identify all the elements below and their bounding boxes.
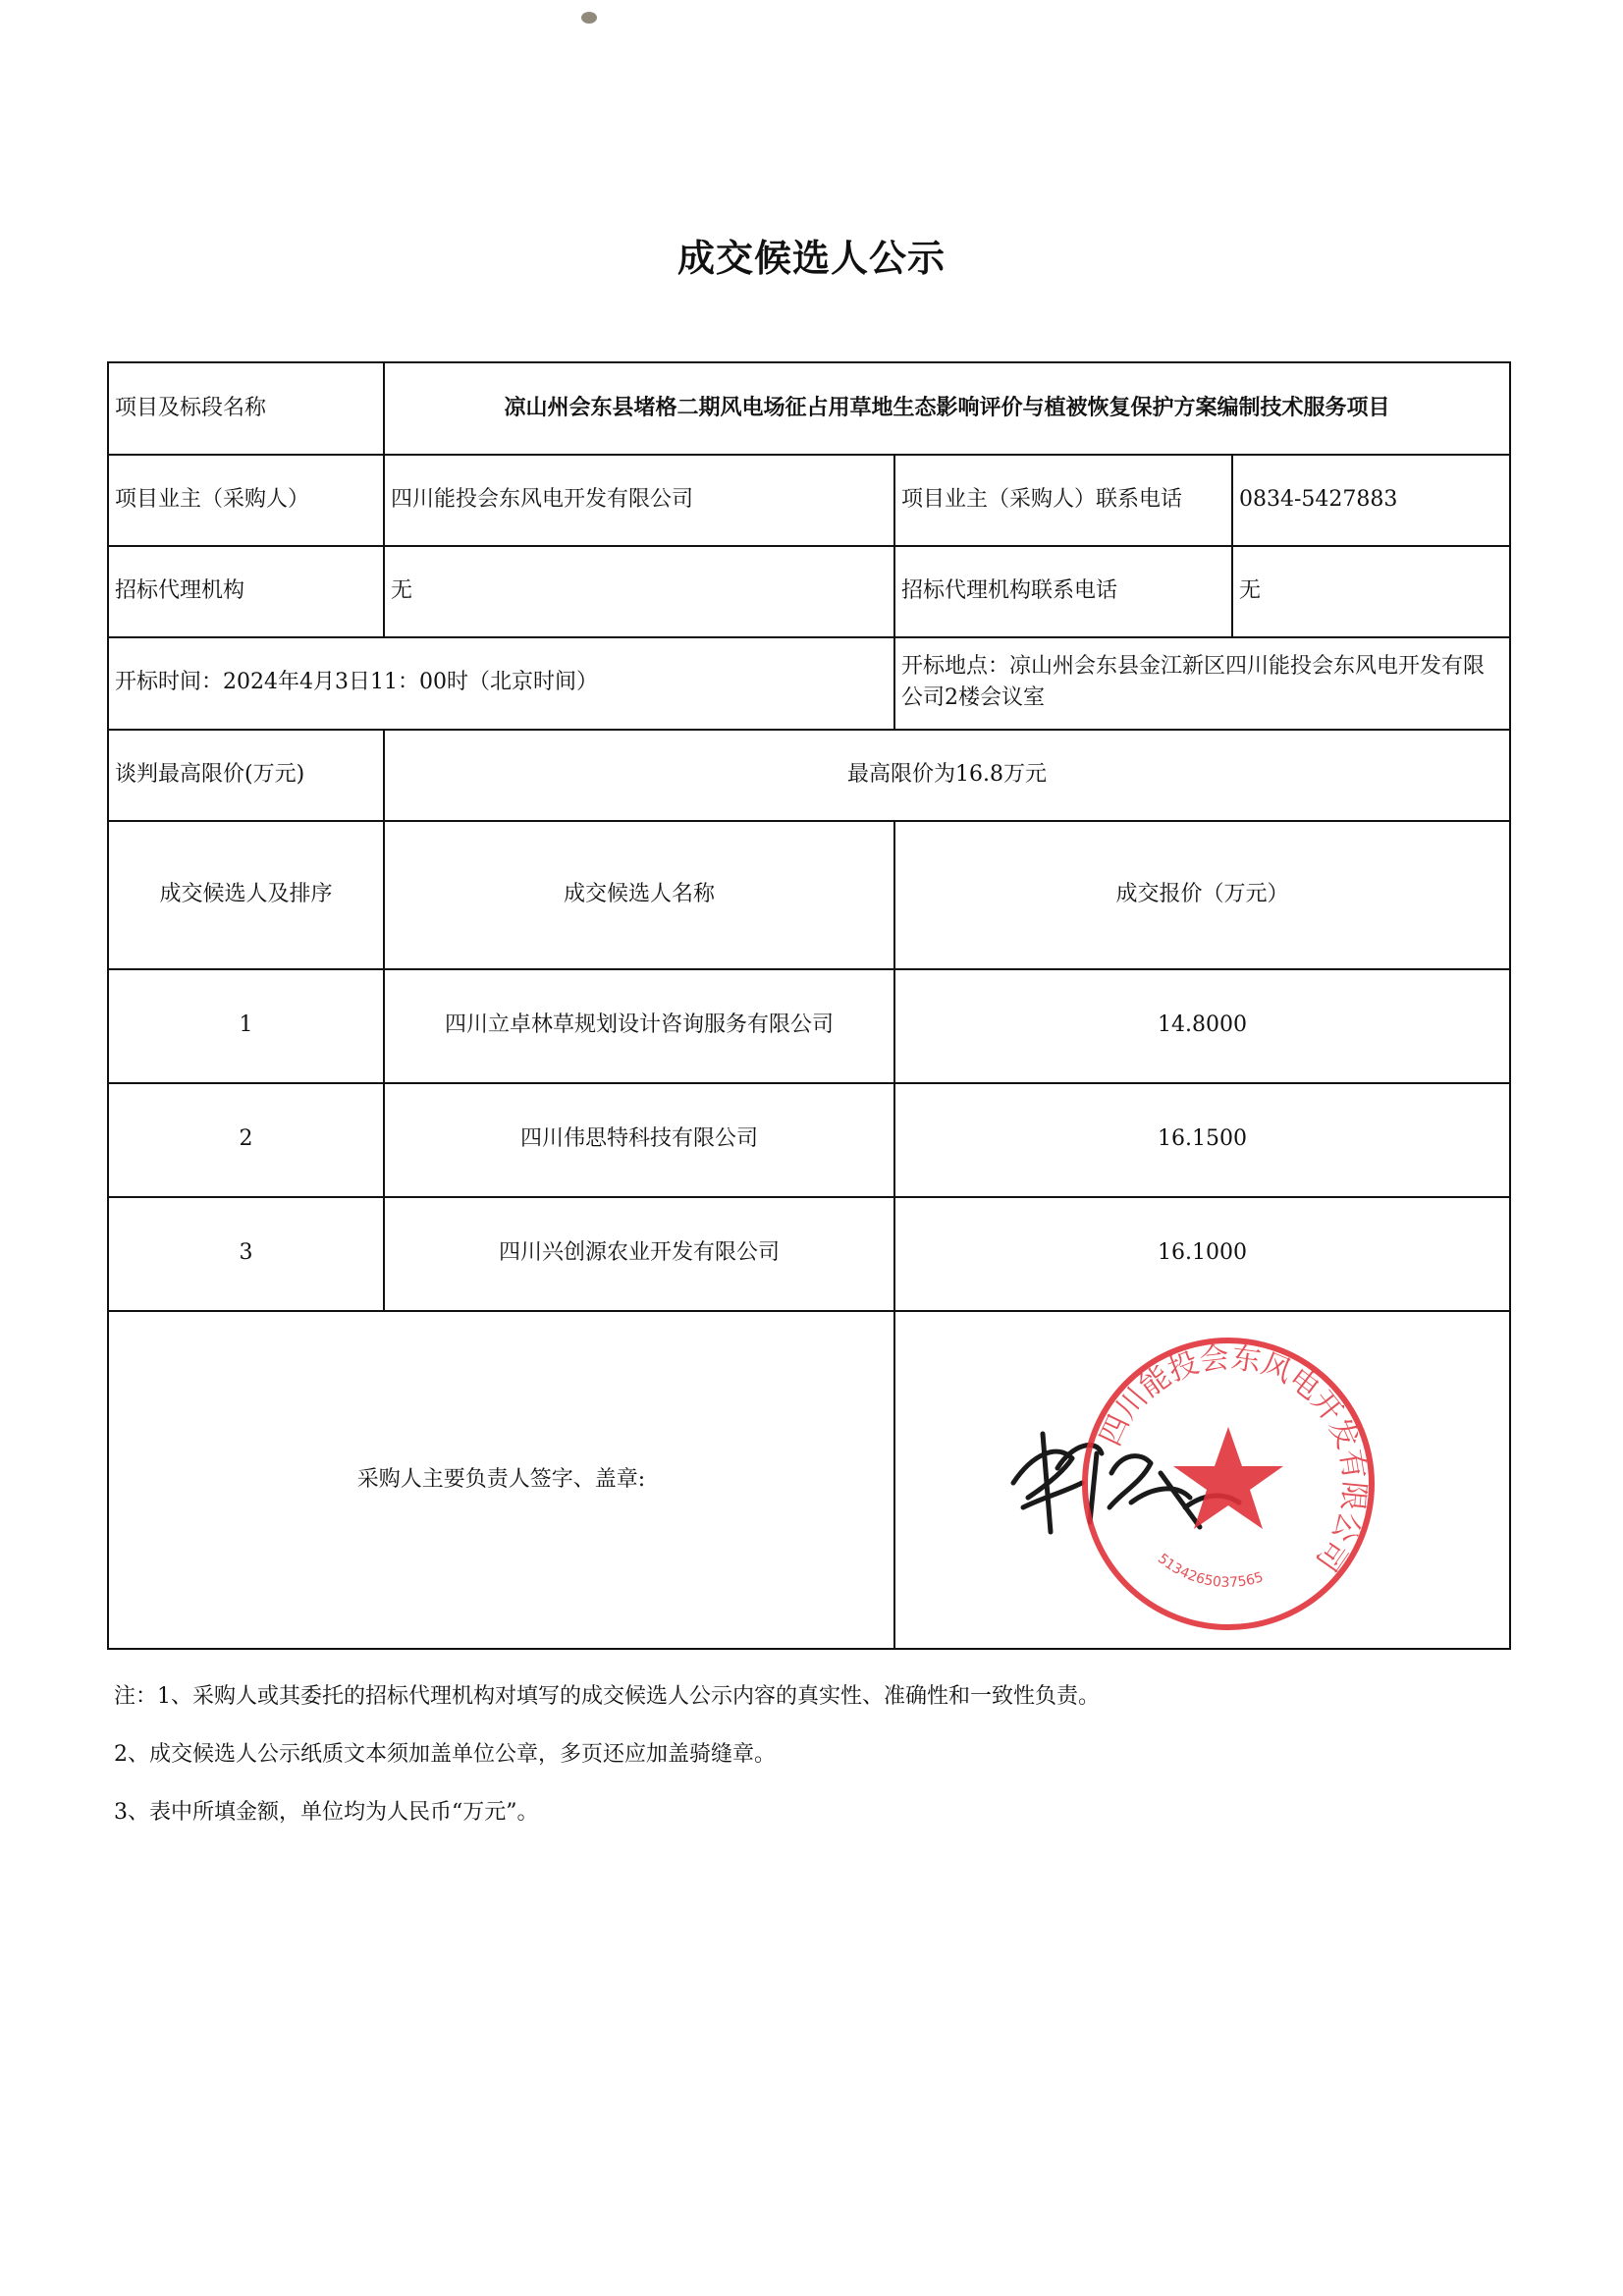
note-line: 注：1、采购人或其委托的招标代理机构对填写的成交候选人公示内容的真实性、准确性和一致性负责。 bbox=[114, 1684, 1101, 1709]
limit-label: 谈判最高限价(万元) bbox=[115, 761, 305, 787]
opening-place: 开标地点：凉山州会东县金江新区四川能投会东风电开发有限公司2楼会议室 bbox=[901, 654, 1486, 710]
seal-number: 5134265037565 bbox=[1155, 1551, 1266, 1591]
svg-text:5134265037565 bbox=[1155, 1551, 1266, 1591]
project-label: 项目及标段名称 bbox=[115, 396, 267, 420]
header-name: 成交候选人名称 bbox=[563, 881, 715, 906]
agency-phone-label: 招标代理机构联系电话 bbox=[901, 577, 1118, 603]
owner-phone-label: 项目业主（采购人）联系电话 bbox=[901, 486, 1183, 512]
project-name: 凉山州会东县堵格二期风电场征占用草地生态影响评价与植被恢复保护方案编制技术服务项目 bbox=[504, 396, 1390, 420]
agency-name: 无 bbox=[391, 577, 413, 603]
page-title: 成交候选人公示 bbox=[676, 237, 946, 280]
owner-name: 四川能投会东风电开发有限公司 bbox=[391, 486, 694, 512]
candidate-price: 14.8000 bbox=[1158, 1012, 1247, 1037]
note-line: 2、成交候选人公示纸质文本须加盖单位公章，多页还应加盖骑缝章。 bbox=[114, 1742, 776, 1767]
candidate-name: 四川兴创源农业开发有限公司 bbox=[498, 1240, 780, 1265]
agency-label: 招标代理机构 bbox=[115, 577, 245, 603]
candidate-price: 16.1000 bbox=[1158, 1240, 1247, 1265]
owner-phone: 0834-5427883 bbox=[1239, 486, 1398, 512]
opening-time: 开标时间：2024年4月3日11：00时（北京时间） bbox=[115, 670, 598, 694]
company-seal bbox=[1078, 1334, 1379, 1634]
candidate-name: 四川立卓林草规划设计咨询服务有限公司 bbox=[444, 1012, 834, 1037]
owner-label: 项目业主（采购人） bbox=[115, 486, 310, 512]
signature-label: 采购人主要负责人签字、盖章: bbox=[356, 1467, 646, 1492]
note-line: 3、表中所填金额，单位均为人民币“万元”。 bbox=[114, 1800, 539, 1825]
candidate-name: 四川伟思特科技有限公司 bbox=[519, 1126, 758, 1151]
candidate-rank: 1 bbox=[239, 1012, 253, 1037]
limit-value: 最高限价为16.8万元 bbox=[847, 761, 1047, 787]
notes bbox=[114, 1681, 1518, 1855]
candidate-price: 16.1500 bbox=[1158, 1126, 1247, 1151]
header-price: 成交报价（万元） bbox=[1115, 881, 1289, 906]
scan-speck bbox=[581, 12, 597, 24]
seal-text: 四川能投会东风电开发有限公司 bbox=[1093, 1340, 1372, 1577]
agency-phone: 无 bbox=[1239, 577, 1262, 603]
candidate-rank: 3 bbox=[239, 1240, 253, 1265]
candidate-rank: 2 bbox=[239, 1126, 253, 1151]
col-divider bbox=[893, 1310, 895, 1650]
header-rank: 成交候选人及排序 bbox=[159, 881, 333, 906]
